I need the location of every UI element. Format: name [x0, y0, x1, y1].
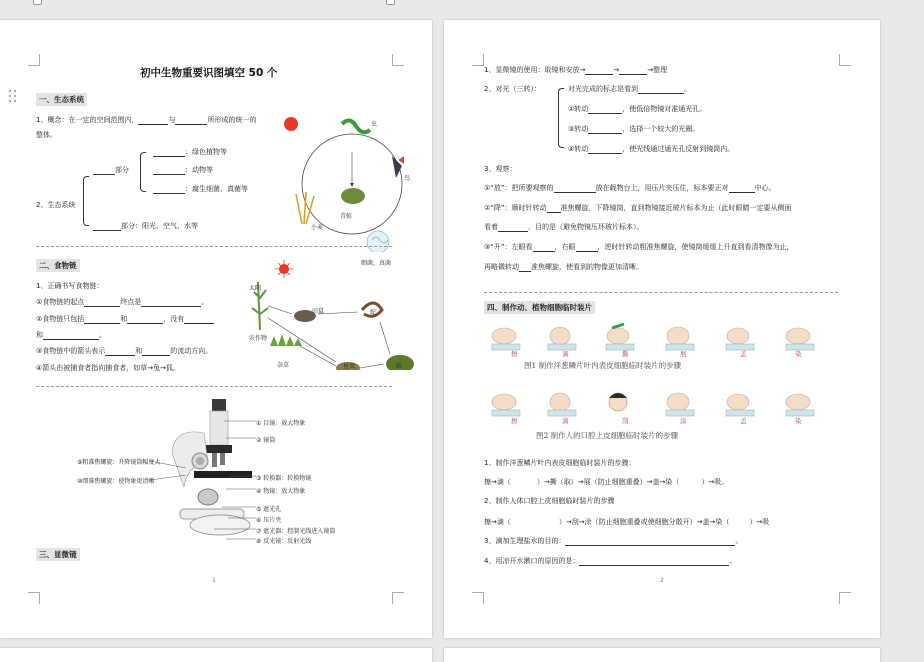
- p2-text: ③转动: [568, 125, 589, 133]
- blank[interactable]: [554, 185, 596, 193]
- fc-text: ①食物链的起点: [36, 298, 85, 306]
- p2-text: ，逆时针转动粗准焦螺旋，使镜筒缓缓上升直到看清物像为止，: [597, 243, 794, 251]
- microscope-label-clip: ⑥ 压片夹: [256, 517, 282, 524]
- blank[interactable]: [565, 538, 735, 546]
- fc-text: 和: [135, 347, 143, 355]
- p2-text: ④转动: [568, 145, 589, 153]
- part-label: 部分：阳光、空气、水等: [121, 222, 198, 230]
- crop-mark: [28, 54, 40, 66]
- consumer-line: [153, 165, 213, 175]
- leader-lines: [150, 460, 190, 484]
- p2-text: 放在载物台上，用压片夹压住，标本要正对: [595, 184, 729, 192]
- diagram-label-insect: 昆虫: [343, 363, 356, 370]
- bacteria-icon: [367, 231, 389, 252]
- blank[interactable]: [153, 186, 185, 194]
- q1-line: [36, 115, 256, 125]
- blank[interactable]: [585, 67, 613, 75]
- diagram-label-frog: 青蛙: [340, 213, 353, 220]
- sub-label: ：腐生细菌、真菌等: [185, 185, 248, 193]
- page-number: 2: [660, 577, 664, 584]
- crop-mark: [472, 54, 484, 66]
- p2-question: 3、滴加生理盐水的目的： 。: [484, 537, 743, 545]
- food-chain-line: 和 。: [36, 331, 106, 339]
- toolbar-checkbox[interactable]: [33, 0, 42, 5]
- blank[interactable]: [579, 558, 729, 566]
- q1-text: 整体。: [36, 131, 57, 139]
- fc-text: 和: [120, 315, 128, 323]
- microscope-label-fine: ⑩细准焦螺旋：使物象更清晰: [77, 478, 155, 485]
- blank[interactable]: [729, 185, 755, 193]
- fig1-step-label: 染: [795, 350, 802, 358]
- p2-text: 1、显微镜的使用：取镜和安放→: [484, 66, 586, 74]
- diagram-label-snake: 蛇: [370, 309, 377, 316]
- crop-mark: [472, 592, 484, 604]
- biotic-part: [93, 165, 129, 175]
- microscope-label-eyepiece: ① 目镜：放大物象: [256, 420, 306, 427]
- fc-text: ，没有: [163, 315, 185, 323]
- fc-text: 和: [36, 331, 43, 339]
- crop-mark: [28, 592, 40, 604]
- diagram-label-bird: 鸟: [404, 175, 411, 182]
- p2-line: [568, 144, 734, 154]
- fc-text: 终点是: [120, 298, 142, 306]
- fig1-step-label: 撕: [622, 350, 629, 358]
- figure1-caption: 图1 制作洋葱鳞片叶内表皮细胞临时装片的步骤: [524, 361, 682, 370]
- blank[interactable]: [576, 244, 598, 252]
- abiotic-part: [93, 221, 198, 231]
- blank[interactable]: [588, 126, 622, 134]
- blank[interactable]: [547, 205, 561, 213]
- blank[interactable]: [93, 167, 115, 175]
- blank[interactable]: [138, 117, 168, 125]
- p2-question: [484, 477, 728, 487]
- blank[interactable]: [93, 223, 121, 231]
- page-title: 初中生物重要识图填空 50 个: [140, 67, 278, 79]
- brace: [558, 88, 564, 148]
- food-chain-line: [36, 314, 214, 324]
- diagram-label-mouse: 田鼠: [312, 308, 325, 315]
- p2-line: 对光完成的标志是看到 。: [568, 85, 691, 93]
- p2-text: ，目的是（避免物镜压坏玻片标本）。: [528, 223, 644, 231]
- p2-line: [568, 104, 706, 114]
- p2-text: ，使低倍物镜对准通光孔。: [622, 105, 707, 113]
- fig2-step-label: 染: [795, 417, 802, 425]
- p2-line: [484, 183, 776, 193]
- diagram-label-wheat: 小麦: [311, 224, 324, 231]
- crop-mark: [392, 592, 404, 604]
- blank[interactable]: [84, 316, 120, 324]
- crop-mark: [392, 54, 404, 66]
- diagram-label-frog: 蛙: [396, 363, 403, 370]
- p2-text: 再略微转动: [484, 263, 519, 271]
- microscope-label-tube: ② 镜筒: [256, 437, 276, 444]
- blank[interactable]: [638, 86, 684, 94]
- diagram-label-crops: 农作物: [249, 335, 268, 342]
- q1-text: 所形成的统一的: [207, 116, 257, 124]
- figure1-illustration: [488, 322, 832, 358]
- sub-label: ：绿色植物等: [185, 148, 227, 156]
- fig2-step-label: 盖: [740, 417, 747, 425]
- p2-text: ，使光线通过通光孔反射到镜筒内。: [622, 145, 735, 153]
- diagram-label-sun: 太阳: [249, 285, 262, 292]
- blank[interactable]: [43, 332, 99, 340]
- p2-line: [484, 242, 794, 252]
- section-heading-food-chain: 二、食物链: [36, 259, 80, 272]
- crop-mark: [839, 54, 851, 66]
- fig2-step-label: 滴: [562, 417, 569, 425]
- microscope-label-coarse: ⑨粗准焦螺旋：升降镜筒幅度大: [77, 459, 161, 466]
- diagram-label-weeds: 杂草: [277, 362, 290, 369]
- fig1-step-label: 擦: [511, 350, 518, 358]
- figure2-illustration: [488, 390, 832, 424]
- microscope-label-aperture: ⑤ 遮光孔: [256, 506, 282, 513]
- document-page-4-partial: [444, 648, 880, 662]
- p2-line: 2、对光（三转）：: [484, 85, 541, 93]
- document-page-2: [444, 20, 880, 638]
- document-page-1: [0, 20, 432, 638]
- blank[interactable]: [142, 348, 170, 356]
- blank[interactable]: [105, 348, 135, 356]
- blank[interactable]: [141, 299, 201, 307]
- fig1-step-label: 盖: [740, 350, 747, 358]
- p2-text: 对光完成的标志是看到: [568, 85, 638, 93]
- section-heading-ecosystem: 一、生态系统: [36, 93, 87, 106]
- producer-line: [153, 147, 227, 157]
- q1-text: 与: [168, 116, 176, 124]
- crop-mark: [839, 592, 851, 604]
- diagram-label-insect: 虫: [371, 121, 378, 128]
- q2-label: 2、生态系统: [36, 201, 76, 209]
- microscope-label-mirror: ⑧ 反光镜：反射光线: [256, 538, 312, 545]
- fc-text: 的流动方向。: [170, 347, 213, 355]
- p2-question: 2、制作人体口腔上皮细胞临时装片的步骤: [484, 497, 615, 505]
- food-chain-line: ①食物链的起点 终点是 。: [36, 298, 209, 306]
- grass-icon: [270, 334, 302, 346]
- blank[interactable]: [498, 224, 528, 232]
- p2-text: ①“放”：把所要观察的: [484, 184, 554, 192]
- p2-text: ②转动: [568, 105, 589, 113]
- section-heading-microscope: 三、显微镜: [36, 548, 80, 561]
- frog-icon: [341, 188, 365, 204]
- food-web-diagram: [240, 258, 420, 370]
- decomposer-line: [153, 184, 248, 194]
- p2-line: [484, 222, 644, 232]
- p2-text: ）→刮→涂（防止细胞重叠或使细胞分散开）→盖→染（: [558, 518, 730, 526]
- ecosystem-diagram: [280, 112, 420, 252]
- food-chain-line: ④箭头由被捕食者指向捕食者，如草→兔→狐。: [36, 364, 181, 372]
- blank[interactable]: [533, 244, 555, 252]
- p2-text: 中心。: [754, 184, 776, 192]
- blank[interactable]: [84, 299, 120, 307]
- part-label: 部分: [115, 166, 129, 174]
- page-number: 1: [212, 577, 216, 584]
- brace: [83, 176, 89, 226]
- p2-text: 看着: [484, 223, 498, 231]
- divider: [36, 386, 392, 387]
- food-chain-line: [36, 346, 212, 356]
- fig2-step-label: 涂: [680, 417, 687, 425]
- p2-text: 擦→滴（: [484, 518, 511, 526]
- section-heading-slides: 四、制作动、植物细胞临时装片: [484, 301, 595, 314]
- p2-question: 4、用凉开水漱口的原因的是： 。: [484, 557, 737, 565]
- figure2-caption: 图2 制作人的口腔上皮细胞临时装片的步骤: [536, 431, 679, 440]
- divider: [36, 246, 392, 247]
- fc-text: ③食物链中的箭头表示: [36, 347, 106, 355]
- diagram-label-bacteria: 细菌、真菌: [361, 260, 392, 267]
- toolbar-checkbox[interactable]: [386, 0, 395, 5]
- p2-text: ）→撕（取）→展（防止细胞重叠）→盖→染（: [536, 478, 680, 486]
- p2-question: 1、制作洋葱鳞片叶内表皮细胞临时装片的步骤：: [484, 459, 636, 467]
- sun-icon: [284, 117, 298, 131]
- blank[interactable]: [153, 167, 185, 175]
- p2-text: ，选择一个较大的光圈。: [622, 125, 700, 133]
- p2-question: [484, 517, 769, 527]
- document-page-3-partial: [0, 648, 432, 662]
- microscope-label-objective: ④ 物镜：放大物象: [256, 488, 306, 495]
- blank[interactable]: [175, 117, 207, 125]
- p2-text: ）→吸。: [701, 478, 729, 486]
- fig1-step-label: 滴: [562, 350, 569, 358]
- microscope-label-diaphragm: ⑦ 遮光器：控制光线进入镜筒: [256, 528, 336, 535]
- p2-text: 3、滴加生理盐水的目的：: [484, 537, 566, 545]
- blank[interactable]: [519, 264, 531, 272]
- p2-text: 准焦螺旋，使看到的物像更加清晰。: [531, 263, 643, 271]
- q1-text: 1、概念：在一定的空间范围内，: [36, 116, 139, 124]
- p2-text: ③“升”：左眼看: [484, 243, 533, 251]
- fig2-step-label: 刮: [622, 417, 629, 425]
- p2-text: 4、用凉开水漱口的原因的是：: [484, 557, 580, 565]
- p2-line: [568, 124, 699, 134]
- sub-label: ：动物等: [185, 166, 213, 174]
- blank[interactable]: [588, 146, 622, 154]
- fc-text: ②食物链只包括: [36, 315, 85, 323]
- p2-text: →整理: [647, 66, 668, 74]
- p2-text: ②“降”：顺时针转动: [484, 204, 547, 212]
- p2-line: [484, 65, 667, 75]
- p2-text: 擦→滴（: [484, 478, 511, 486]
- p2-line: [484, 203, 792, 213]
- microscope-label-nosepiece: ③ 转换器：转换物镜: [256, 475, 312, 482]
- p2-text: 准焦螺旋，下降镜筒，直到物镜接近玻片标本为止（此时眼睛一定要从侧面: [560, 204, 792, 212]
- p2-text: ）→吸: [749, 518, 770, 526]
- blank[interactable]: [127, 316, 163, 324]
- p2-text: →: [613, 66, 620, 74]
- food-chain-line: 1、正确书写食物链：: [36, 282, 104, 290]
- drag-handle-icon[interactable]: [9, 90, 18, 104]
- wheat-icon: [296, 192, 314, 224]
- blank[interactable]: [619, 67, 647, 75]
- p2-text: ，右眼: [554, 243, 576, 251]
- blank[interactable]: [184, 316, 214, 324]
- p2-line: [484, 262, 643, 272]
- caterpillar-icon: [342, 120, 370, 132]
- p2-line: 3、观察：: [484, 165, 517, 173]
- blank[interactable]: [588, 106, 622, 114]
- fig1-step-label: 展: [680, 350, 687, 358]
- divider: [484, 292, 838, 293]
- brace: [140, 152, 146, 192]
- fig2-step-label: 擦: [511, 417, 518, 425]
- blank[interactable]: [153, 149, 185, 157]
